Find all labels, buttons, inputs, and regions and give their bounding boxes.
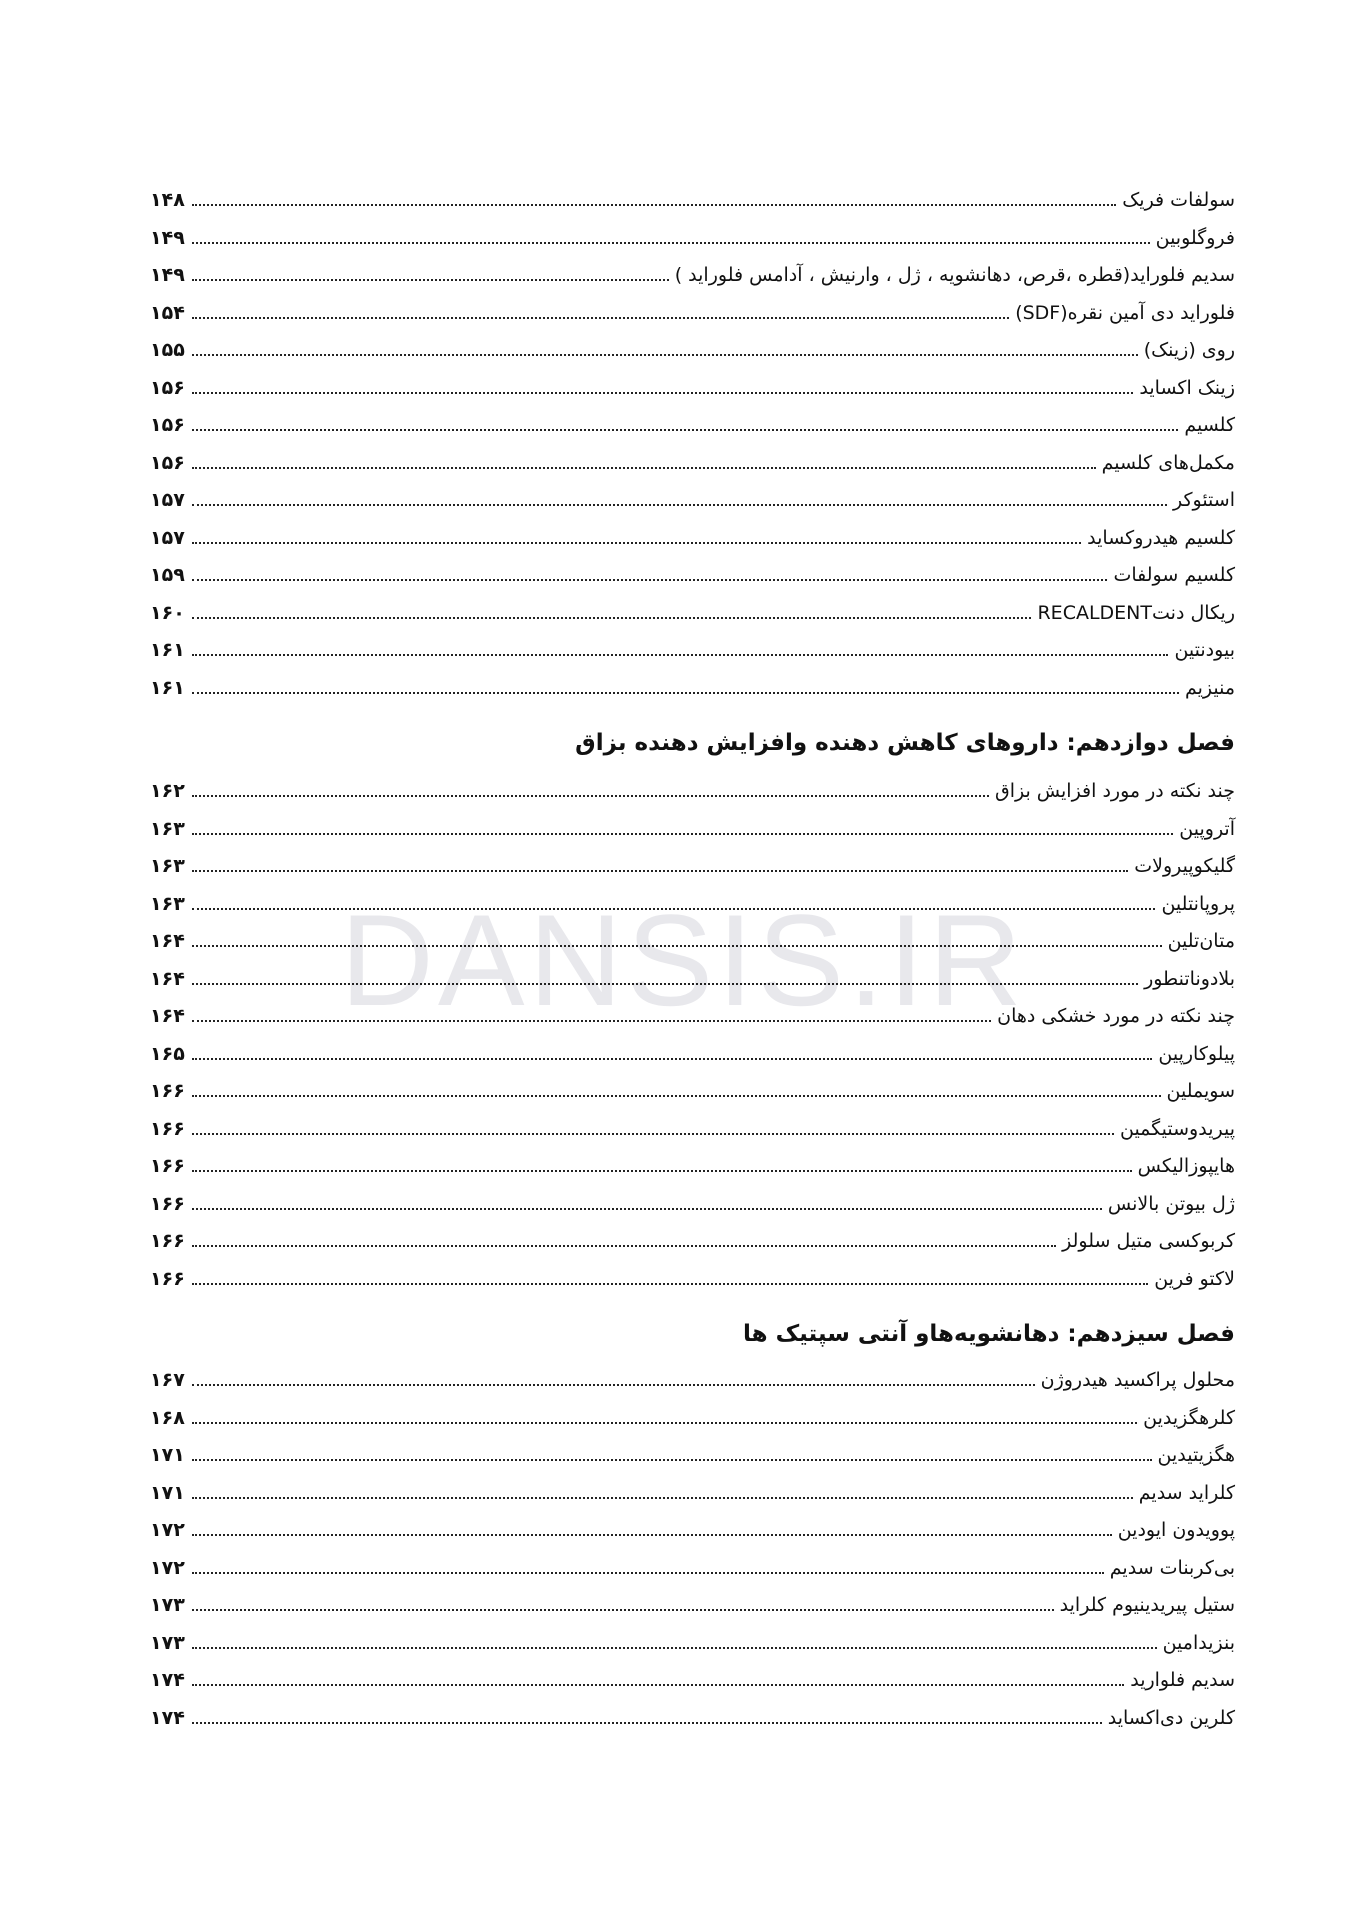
toc-entry-title: کلسیم سولفات [1113, 564, 1235, 586]
toc-entry-page-number: ۱۷۳ [150, 1631, 185, 1654]
chapter-13-heading: فصل سیزدهم: دهانشویه‌هاو آنتی سپتیک ها [743, 1321, 1235, 1347]
toc-entry [150, 1400, 1235, 1438]
toc-entry [150, 1362, 1235, 1400]
dot-leader [192, 1421, 1137, 1424]
toc-entry-page-number: ۱۷۴ [150, 1669, 185, 1691]
dot-leader [192, 541, 1081, 544]
toc-entry-title: ریکال دنتRECALDENT [1037, 601, 1235, 624]
toc-entry [150, 811, 1235, 849]
toc-entry-page-number: ۱۶۱ [150, 639, 185, 661]
dot-leader [192, 1019, 991, 1022]
toc-entry-title: بنزیدامین [1162, 1631, 1235, 1654]
toc-entry-title: کلرهگزیدین [1143, 1406, 1235, 1429]
dot-leader [192, 907, 1155, 910]
toc-entry-page-number: ۱۷۲ [150, 1519, 185, 1541]
dot-leader [192, 1383, 1035, 1386]
dot-leader [192, 1244, 1056, 1247]
toc-entry-title: بیودنتین [1174, 639, 1235, 661]
toc-entry [150, 295, 1235, 333]
toc-entry [150, 1261, 1235, 1299]
dot-leader [192, 578, 1107, 581]
toc-entry [150, 520, 1235, 558]
toc-entry [150, 1073, 1235, 1111]
dot-leader [192, 691, 1179, 694]
toc-entry-title: فلوراید دی آمین نقره(SDF) [1015, 301, 1235, 324]
toc-entry [150, 445, 1235, 483]
toc-entry-title: روی (زینک) [1143, 339, 1235, 361]
toc-entry [150, 557, 1235, 595]
toc-entry [150, 848, 1235, 886]
toc-entry-title: پروپانتلین [1161, 892, 1235, 915]
toc-entry-page-number: ۱۶۴ [150, 930, 185, 952]
dot-leader [192, 278, 669, 281]
toc-entry-title: ستیل پیریدینیوم کلراید [1059, 1594, 1235, 1616]
toc-entry-page-number: ۱۶۳ [150, 892, 185, 915]
toc-entry [150, 257, 1235, 295]
toc-entry-page-number: ۱۵۶ [150, 451, 185, 474]
dot-leader [192, 1282, 1148, 1285]
toc-entry-title: گلیکوپیرولات [1134, 855, 1235, 877]
toc-entry [150, 1148, 1235, 1186]
toc-section-chapter-13 [150, 1362, 1235, 1737]
dot-leader [192, 616, 1031, 619]
dot-leader [192, 944, 1162, 947]
toc-entry-page-number: ۱۵۶ [150, 376, 185, 399]
dot-leader [192, 428, 1178, 431]
dot-leader [192, 1207, 1102, 1210]
toc-entry-page-number: ۱۶۶ [150, 1192, 185, 1215]
toc-entry-page-number: ۱۶۴ [150, 967, 185, 990]
toc-entry [150, 632, 1235, 670]
toc-entry [150, 923, 1235, 961]
toc-entry-title: کلرین دی‌اکساید [1107, 1706, 1235, 1729]
dot-leader [192, 1458, 1152, 1461]
toc-entry [150, 1587, 1235, 1625]
dot-leader [192, 1721, 1102, 1724]
toc-entry [150, 998, 1235, 1036]
toc-entry [150, 482, 1235, 520]
toc-entry [150, 961, 1235, 999]
toc-entry-title: پوویدون ایودین [1117, 1519, 1235, 1541]
toc-entry-title: زینک اکساید [1139, 376, 1235, 399]
chapter-12-heading: فصل دوازدهم: داروهای کاهش دهنده وافزایش دهنده بزاق [575, 730, 1235, 756]
toc-entry-page-number: ۱۶۶ [150, 1155, 185, 1177]
toc-entry-title: هگزیتیدین [1157, 1444, 1235, 1466]
toc-entry [150, 670, 1235, 708]
toc-entry [150, 407, 1235, 445]
dot-leader [192, 503, 1167, 506]
toc-entry-title: ژل بیوتن بالانس [1107, 1192, 1235, 1215]
toc-entry-page-number: ۱۶۳ [150, 855, 185, 877]
toc-entry-page-number: ۱۶۶ [150, 1117, 185, 1140]
dot-leader [192, 832, 1173, 835]
toc-entry-page-number: ۱۵۶ [150, 414, 185, 436]
toc-entry-page-number: ۱۷۲ [150, 1556, 185, 1579]
toc-entry-page-number: ۱۷۱ [150, 1444, 185, 1466]
dot-leader [192, 794, 989, 797]
toc-entry-title: لاکتو فرین [1154, 1267, 1235, 1290]
toc-entry-title: سولفات فریک [1122, 189, 1235, 211]
toc-entry-page-number: ۱۶۵ [150, 1042, 185, 1065]
toc-entry-title: منیزیم [1184, 676, 1235, 699]
toc-entry-title: بی‌کربنات سدیم [1109, 1556, 1235, 1579]
dot-leader [192, 1571, 1104, 1574]
toc-entry-title: چند نکته در مورد خشکی دهان [997, 1005, 1235, 1027]
toc-entry [150, 1512, 1235, 1550]
toc-entry [150, 886, 1235, 924]
dot-leader [192, 982, 1138, 985]
dot-leader [192, 353, 1138, 356]
toc-entry-page-number: ۱۴۹ [150, 226, 185, 249]
toc-entry-page-number: ۱۶۶ [150, 1080, 185, 1102]
toc-entry-page-number: ۱۷۳ [150, 1594, 185, 1616]
toc-entry-title: سویملین [1166, 1080, 1235, 1102]
dot-leader [192, 1646, 1157, 1649]
dot-leader [192, 466, 1096, 469]
toc-entry-page-number: ۱۵۷ [150, 489, 185, 511]
toc-entry-page-number: ۱۷۴ [150, 1706, 185, 1729]
dot-leader [192, 391, 1133, 394]
toc-entry [150, 220, 1235, 258]
toc-entry-page-number: ۱۷۱ [150, 1481, 185, 1504]
toc-entry-page-number: ۱۶۶ [150, 1230, 185, 1252]
toc-entry-title: بلادوناتنطور [1144, 967, 1235, 990]
toc-entry-page-number: ۱۶۶ [150, 1267, 185, 1290]
toc-section-chapter-12 [150, 773, 1235, 1298]
toc-entry-title: مکمل‌های کلسیم [1101, 451, 1235, 474]
dot-leader [192, 869, 1128, 872]
toc-entry-page-number: ۱۶۲ [150, 780, 185, 802]
toc-entry-title: هایپوزالیکس [1137, 1155, 1235, 1177]
dot-leader [192, 653, 1168, 656]
toc-entry [150, 1186, 1235, 1224]
toc-entry-title: متان‌تلین [1167, 930, 1235, 952]
toc-entry-page-number: ۱۴۸ [150, 189, 185, 211]
toc-entry-title: کربوکسی متیل سلولز [1062, 1230, 1235, 1252]
toc-entry-title: محلول پراکسید هیدروژن [1040, 1369, 1235, 1391]
toc-entry-page-number: ۱۶۳ [150, 817, 185, 840]
toc-entry [150, 1111, 1235, 1149]
toc-entry [150, 595, 1235, 633]
toc-entry-title: سدیم فلوراید(قطره ،قرص، دهانشویه ، ژل ، وارنیش ، آدامس فلوراید ) [674, 264, 1235, 286]
toc-entry-page-number: ۱۵۵ [150, 339, 185, 361]
toc-entry-title: آتروپین [1179, 817, 1235, 840]
dot-leader [192, 1608, 1054, 1611]
toc-entry [150, 773, 1235, 811]
dot-leader [192, 1533, 1112, 1536]
toc-entry [150, 332, 1235, 370]
toc-entry [150, 1475, 1235, 1513]
toc-entry-page-number: ۱۶۷ [150, 1369, 185, 1391]
toc-entry-page-number: ۱۵۹ [150, 564, 185, 586]
toc-entry [150, 1036, 1235, 1074]
dot-leader [192, 1057, 1152, 1060]
toc-entry-title: کلسیم [1184, 414, 1235, 436]
toc-entry-title: سدیم فلوارید [1130, 1669, 1235, 1691]
dot-leader [192, 316, 1009, 319]
toc-entry-title: استئوکر [1172, 489, 1235, 511]
dot-leader [192, 1094, 1161, 1097]
toc-entry [150, 370, 1235, 408]
watermark: DANSIS.IR [340, 887, 1027, 1033]
toc-entry-page-number: ۱۶۸ [150, 1406, 185, 1429]
dot-leader [192, 203, 1116, 206]
toc-section-1 [150, 182, 1235, 707]
toc-entry-page-number: ۱۶۴ [150, 1005, 185, 1027]
dot-leader [192, 241, 1150, 244]
dot-leader [192, 1132, 1114, 1135]
toc-entry-title: پیریدوستیگمین [1119, 1117, 1235, 1140]
toc-entry [150, 182, 1235, 220]
toc-entry-page-number: ۱۵۴ [150, 301, 185, 324]
toc-entry-page-number: ۱۴۹ [150, 264, 185, 286]
dot-leader [192, 1496, 1133, 1499]
dot-leader [192, 1169, 1132, 1172]
toc-entry [150, 1550, 1235, 1588]
toc-entry [150, 1662, 1235, 1700]
toc-entry-title: فروگلوبین [1155, 226, 1235, 249]
toc-entry-title: چند نکته در مورد افزایش بزاق [994, 780, 1235, 802]
toc-entry-page-number: ۱۵۷ [150, 526, 185, 549]
toc-entry [150, 1437, 1235, 1475]
toc-entry [150, 1625, 1235, 1663]
toc-entry-title: کلراید سدیم [1138, 1481, 1235, 1504]
toc-entry [150, 1700, 1235, 1738]
table-of-contents [150, 182, 1235, 1737]
toc-entry-title: کلسیم هیدروکساید [1087, 526, 1235, 549]
toc-entry-title: پیلوکارپین [1158, 1042, 1235, 1065]
dot-leader [192, 1683, 1124, 1686]
toc-entry-page-number: ۱۶۱ [150, 676, 185, 699]
toc-entry-page-number: ۱۶۰ [150, 601, 185, 624]
toc-entry [150, 1223, 1235, 1261]
